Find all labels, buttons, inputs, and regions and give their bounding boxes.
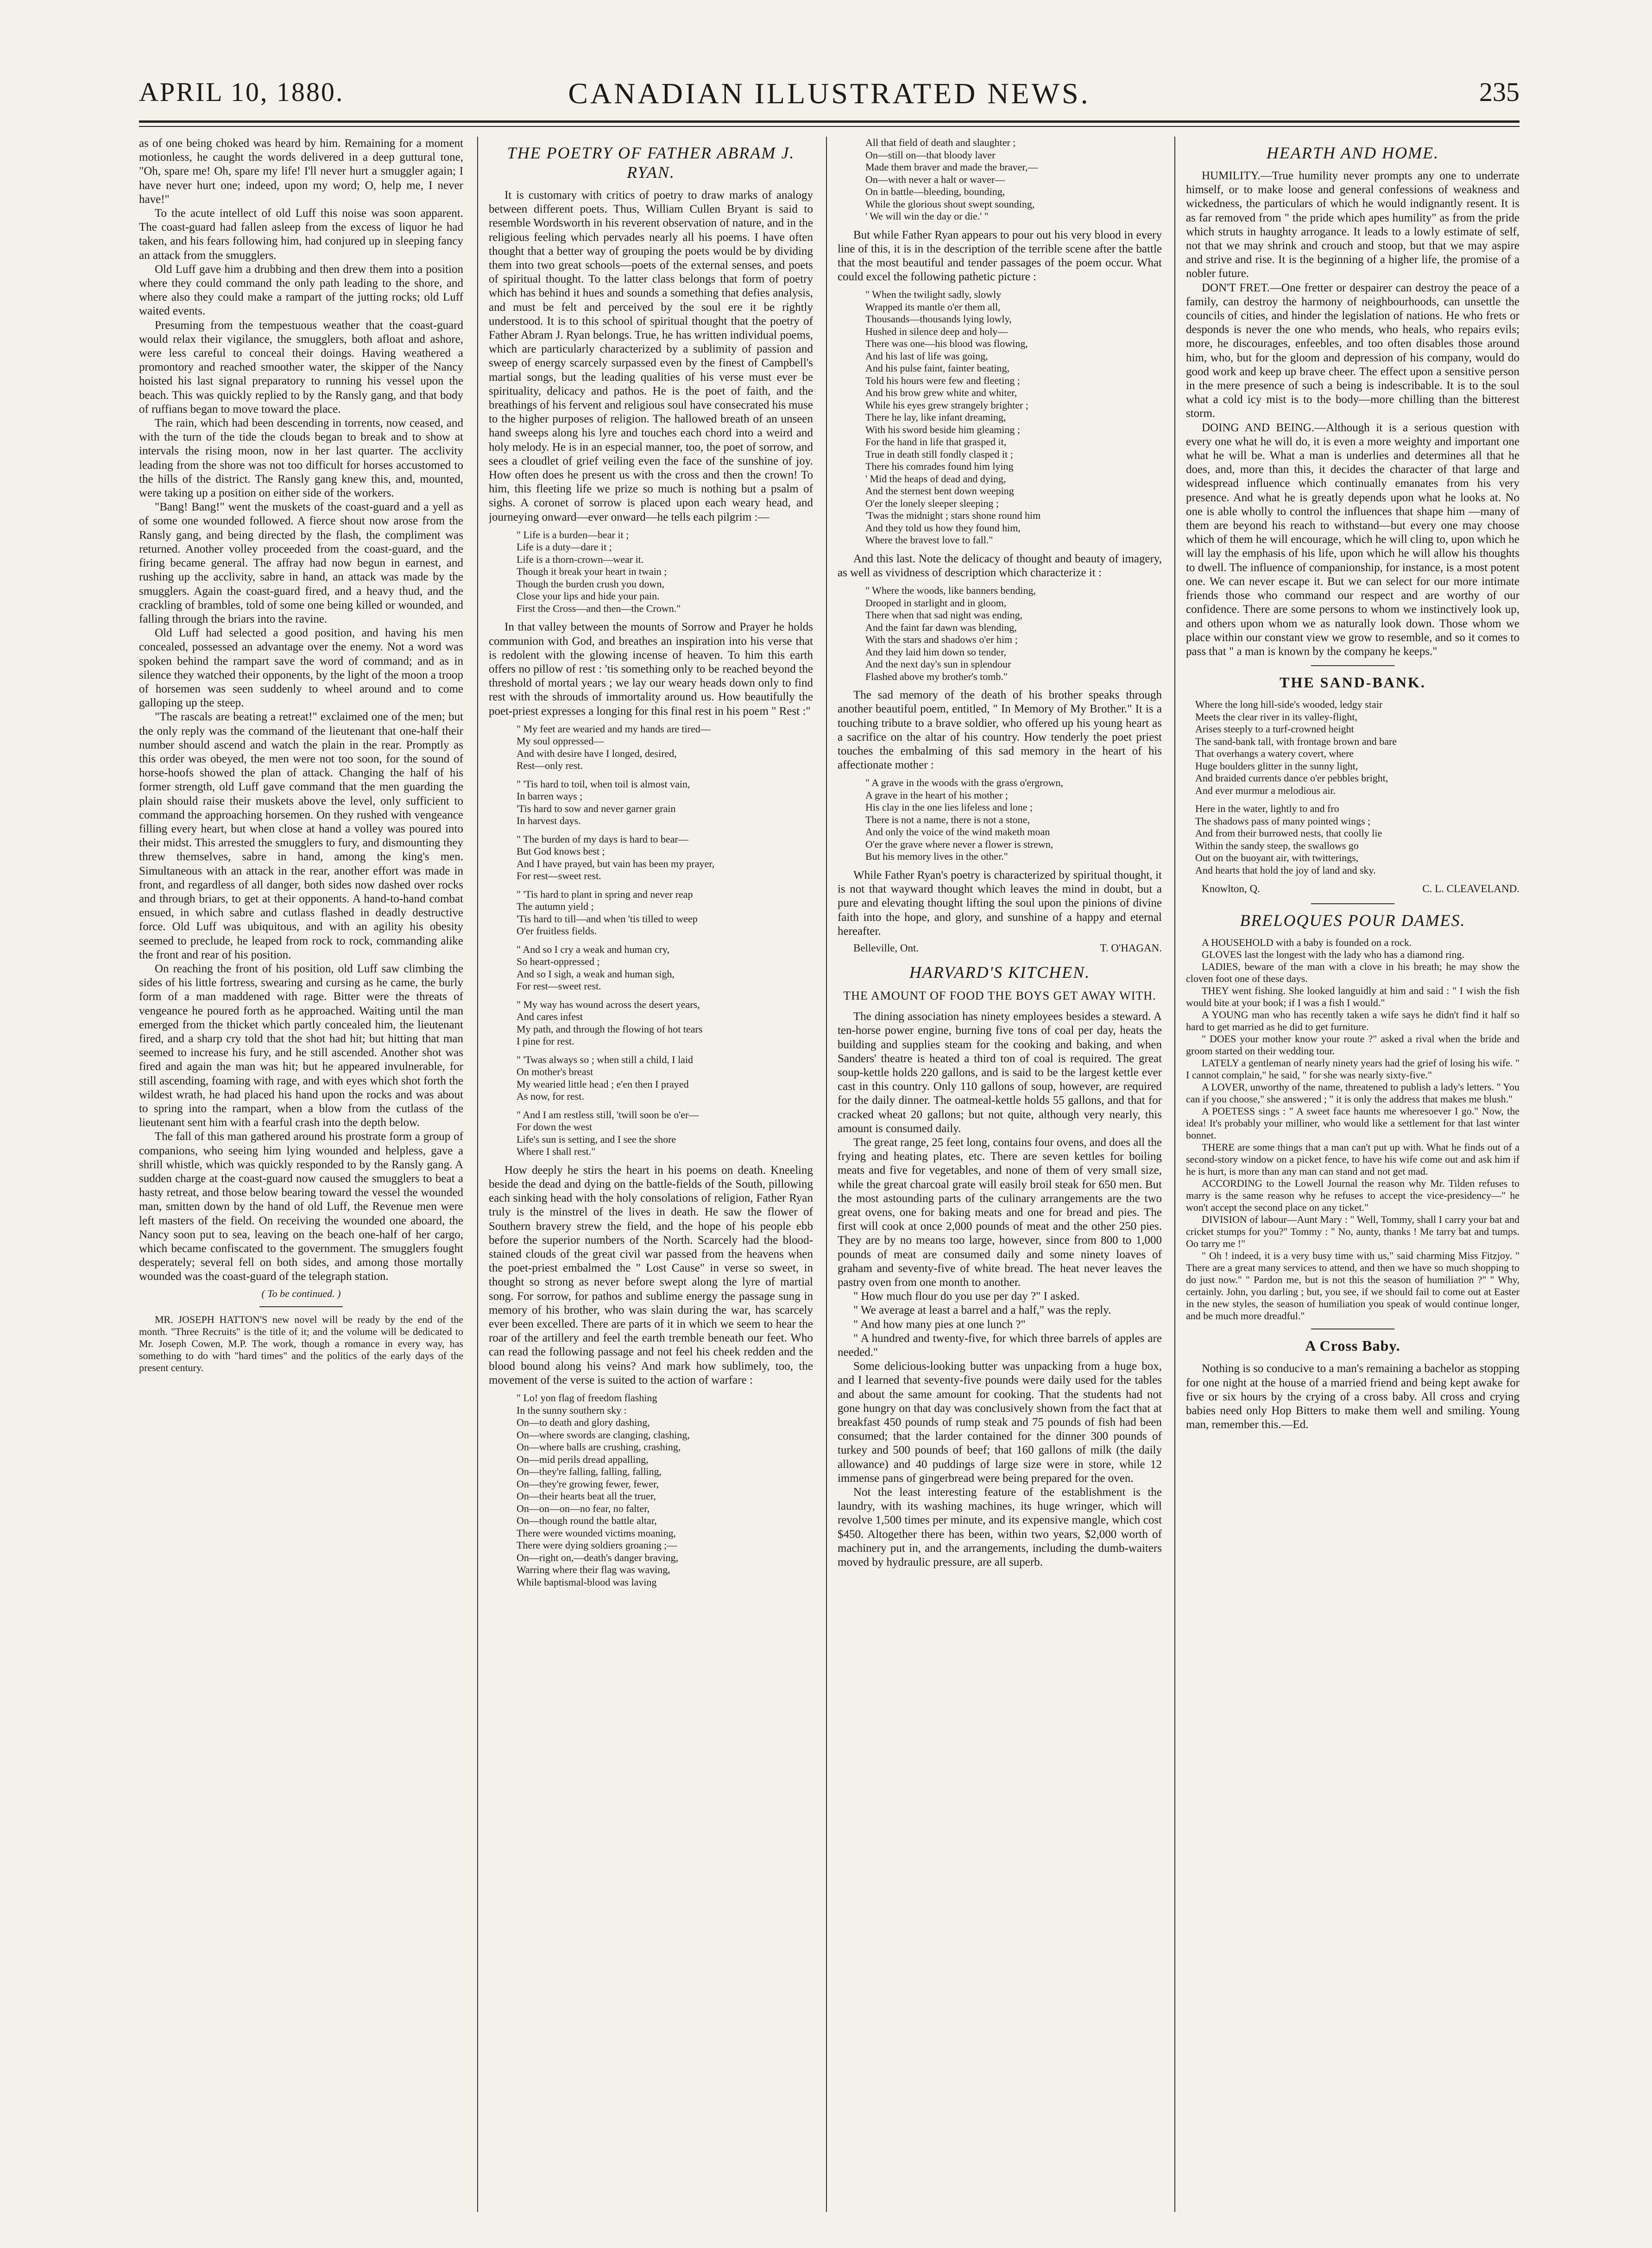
masthead-rule-thin <box>139 126 1520 127</box>
poem-line: Warring where their flag was waving, <box>517 1564 670 1576</box>
poem-line: Though the burden crush you down, <box>517 578 664 590</box>
masthead <box>139 76 1520 118</box>
newspaper-title: CANADIAN ILLUSTRATED NEWS. <box>568 77 1091 110</box>
poem-line: Life's sun is setting, and I see the shore <box>517 1133 676 1145</box>
poem-line: Out on the buoyant air, with twitterings, <box>1195 852 1359 864</box>
poem-line: While baptismal-blood was laving <box>517 1576 657 1588</box>
poem-line: And his last of life was going, <box>865 350 988 362</box>
breloque-item: THERE are some things that a man can't put up with. What he finds out of a second-story window on a picket fence, to have his wife come out and ask him if he is hurt, is more than any man can stand and not get mad. <box>1186 1141 1520 1178</box>
breloque-item: LATELY a gentleman of nearly ninety years had the grief of losing his wife. " I cannot complain," he said, " for she was nearly sixty-five." <box>1186 1057 1520 1081</box>
breloque-item: A YOUNG man who has recently taken a wife says he didn't find it half so hard to get married as he did to get furniture. <box>1186 1009 1520 1033</box>
issue-date: APRIL 10, 1880. <box>139 77 344 107</box>
poem-line: " 'Twas always so ; when still a child, I laid <box>517 1053 694 1065</box>
column-divider <box>477 137 478 2212</box>
story-paragraph: Presuming from the tempestuous weather that the coast-guard would relax their vigilance, the smugglers, both afloat and ashore, were less careful to conceal their doings. Having weathered a promontory and reached smoother water, the skipper of the Nancy hoisted his last signal preparatory to running his vessel upon the beach. This was quickly replied to by the Ransly gang, and that body of ruffians began to move toward the place. <box>139 319 463 416</box>
poem-line: While his eyes grew strangely brighter ; <box>865 399 1028 411</box>
poem-rest <box>517 723 813 1158</box>
poem-continued <box>865 137 1162 223</box>
poem-line: On—their hearts beat all the truer, <box>517 1490 656 1502</box>
poem-line <box>517 938 813 944</box>
article-subtitle-kitchen: THE AMOUNT OF FOOD THE BOYS GET AWAY WITH. <box>843 989 1156 1003</box>
column-divider <box>1174 137 1175 2212</box>
poem-signature <box>1202 882 1520 896</box>
poem-line: Here in the water, lightly to and fro <box>1195 803 1339 815</box>
poem-line: As now, for rest. <box>517 1090 584 1102</box>
breloque-item: THEY went fishing. She looked languidly at him and said : " I wish the fish would bite at your book; if I was a fish I would." <box>1186 985 1520 1009</box>
poem-line <box>517 1048 813 1054</box>
column-divider <box>826 137 827 2212</box>
hearth-paragraph: DON'T FRET.—One fretter or despairer can destroy the peace of a family, can destroy the harmony of neighbourhoods, can unsettle the councils of cities, and hinder the legislation of nations. He who frets or desponds is never the one who mends, who heals, who repairs evils; more, he discourages, enfeebles, and too often disables those around him, who, but for the gloom and depression of his company, would do good work and keep up brave cheer. The effect upon a sensitive person in the mere presence of such a being is indescribable. It is to the soul what a cold icy mist is to the body—more chilling than the bitterest storm. <box>1186 281 1520 420</box>
poem-line: Drooped in starlight and in gloom, <box>865 597 1007 609</box>
poem-line: " 'Tis hard to plant in spring and never reap <box>517 888 693 900</box>
poem-line: And from their burrowed nests, that coolly lie <box>1195 827 1382 839</box>
poem-line: " And so I cry a weak and human cry, <box>517 943 670 955</box>
signature-place: Knowlton, Q. <box>1202 883 1260 895</box>
poem-line: On mother's breast <box>517 1066 593 1078</box>
story-paragraph: To the acute intellect of old Luff this noise was soon apparent. The coast-guard had fallen asleep from the excess of liquor he had taken, and his fears following him, had conjured up in sleeping fancy an attack from the smugglers. <box>139 207 463 262</box>
poem-line: And ever murmur a melodious air. <box>1195 784 1336 796</box>
poem-woods <box>865 585 1162 683</box>
poem-line: Meets the clear river in its valley-flight, <box>1195 711 1358 723</box>
article-paragraph: But while Father Ryan appears to pour out his very blood in every line of this, it is in the description of the terrible scene after the battle that the most beautiful and tender passages of the poem occur. What could excel the following pathetic picture : <box>838 228 1162 283</box>
poem-line: 'Twas the midnight ; stars shone round him <box>865 510 1041 522</box>
breloque-item: A HOUSEHOLD with a baby is founded on a rock. <box>1202 937 1412 949</box>
poem-line: There when that sad night was ending, <box>865 609 1023 621</box>
poem-line: There his comrades found him lying <box>865 460 1014 472</box>
story-paragraph: On reaching the front of his position, old Luff saw climbing the sides of his little fortress, swearing and cursing as he came, the burly form of a man maddened with rage. Bitter were the threats of vengeance he poured forth as he approached. Waiting until the man emerged from the thicket which partly concealed him, the lieutenant fired, and a sharp cry told that the shot had hit; but hitting that man seemed to increase his fury, and he still ascended. Another shot was fired and again the man was hit; but he appeared invulnerable, for still ascending, foaming with rage, and with eyes which shot forth the wildest wrath, he had placed his hand upon the rocks and was about to spring into the rampart, when a blow from the cutlass of the lieutenant sent him with a fearful crash into the depth below. <box>139 962 463 1129</box>
poem-line: The autumn yield ; <box>517 900 594 913</box>
poem-line: The shadows pass of many pointed wings ; <box>1195 815 1371 827</box>
poem-line: And his brow grew white and whiter, <box>865 387 1017 399</box>
kitchen-paragraph: " And how many pies at one lunch ?" <box>853 1318 1026 1331</box>
section-title-hearth: HEARTH AND HOME. <box>1266 144 1439 162</box>
poem-line: There is not a name, there is not a stone, <box>865 813 1030 825</box>
article-paragraph: The sad memory of the death of his brother speaks through another beautiful poem, entitled, " In Memory of My Brother." It is a touching tribute to a brave soldier, who offered up his young heart as a sacrifice on the altar of his country. How tenderly the poet priest touches the embalming of this sad memory in the heart of his affectionate mother : <box>838 689 1162 772</box>
kitchen-paragraph: Not the least interesting feature of the establishment is the laundry, with its washing machines, its huge wringer, which will revolve 1,500 times per minute, and its expensive mangle, which cost $450. Altogether there has been, within two years, $2,000 worth of machinery put in, and the arrangements, including the dumb-waiters moved by hydraulic pressure, are all superb. <box>838 1486 1162 1569</box>
breloque-item: GLOVES last the longest with the lady who has a diamond ring. <box>1202 949 1465 961</box>
story-paragraph: The rain, which had been descending in torrents, now ceased, and with the turn of the tide the clouds began to break and to show at intervals the rising moon, now in her last quarter. The acclivity leading from the shore was not too difficult for horses accustomed to the hills of the district. The Ransly gang knew this, and, mounted, were taking up a position on either side of the workers. <box>139 417 463 500</box>
breloque-item: LADIES, beware of the man with a clove in his breath; he may show the cloven foot one of these days. <box>1186 961 1520 985</box>
poem-line: Made them braver and made the braver,— <box>865 161 1038 173</box>
ad-title-cross-baby: A Cross Baby. <box>1305 1337 1400 1354</box>
poem-line: There were wounded victims moaning, <box>517 1527 676 1539</box>
poem-line: On—though round the battle altar, <box>517 1515 657 1527</box>
separator <box>259 1306 343 1307</box>
poem-line: And so I sigh, a weak and human sigh, <box>517 968 675 980</box>
poem-line: There he lay, like infant dreaming, <box>865 411 1006 423</box>
story-paragraph: "The rascals are beating a retreat!" exclaimed one of the men; but the only reply was the command of the lieutenant that one-half their number should ascend and watch the plain in the rear. Promptly as this order was obeyed, the men were not too soon, for the sound of horse-hoofs showed the plan of attack. Changing the half of his former strength, old Luff gave command that the men guarding the plain should raise their muskets above the level, only sufficient to command the approaching horsemen. On they rushed with vengeance filling every heart, but when close at hand a volley was poured into their midst. This arrested the smugglers to fury, and dismounting they threw themselves, sabre in hand, among the king's men. Simultaneous with an attack in the rear, another effort was made in front, and regardless of all danger, both sides now dashed over rocks and through briars, to get at their opponents. A hand-to-hand combat ensued, in which sabre and cutlass flashed in deadly destructive force. Old Luff was ubiquitous, and with an agility his obesity seemed to preclude, he leaped from rock to rock, commanding alike the front and rear of his position. <box>139 711 463 961</box>
column-3 <box>838 137 1162 2217</box>
breloques-items <box>1186 937 1520 1322</box>
poem-line: And hearts that hold the joy of land and sky. <box>1195 864 1376 876</box>
poem-line: In barren ways ; <box>517 790 583 802</box>
breloque-item: ACCORDING to the Lowell Journal the reason why Mr. Tilden refuses to marry is the same reason why he refuses to accept the vice-presidency—" he won't accept the second place on any ticket." <box>1186 1178 1520 1214</box>
poem-line: And they told us how they found him, <box>865 522 1021 534</box>
kitchen-paragraph: The great range, 25 feet long, contains four ovens, and does all the frying and heating plates, etc. There are seven kettles for boiling meats and five for vegetables, and none of them of very small size, while the great charcoal grate will easily broil steak for 650 men. But the most astounding parts of the culinary arrangements are the two great ovens, one for baking meats and one for bread and pies. The first will cook at once 2,000 pounds of meat and the other 250 pies. They are by no means too large, however, since from 800 to 1,000 pounds of meat are consumed daily and some ninety loaves of graham and seventy-five of white bread. The heat never leaves the pastry oven from one month to another. <box>838 1136 1162 1289</box>
story-paragraph: as of one being choked was heard by him. Remaining for a moment motionless, he caught the words delivered in a deep guttural tone, "Oh, spare me! Oh, spare my life! I'll never hurt a smuggler again; I have never hurt one; indeed, upon my word; O, help me, I never have!" <box>139 137 463 206</box>
poem-line: On—with never a halt or waver— <box>865 173 1005 185</box>
poem-line: 'Tis hard to till—and when 'tis tilled to weep <box>517 913 698 925</box>
poem-line: Life is a thorn-crown—wear it. <box>517 553 644 565</box>
poem-twilight <box>865 289 1162 547</box>
poem-life <box>517 529 813 615</box>
poem-grave <box>865 777 1162 863</box>
poem-line: Flashed above my brother's tomb." <box>865 670 1008 682</box>
story-paragraph: The fall of this man gathered around his prostrate form a group of companions, who seeing him lying wounded and helpless, gave a shrill whistle, which was quickly responded to by the Ransly gang. A sudden charge at the coast-guard now caused the smugglers to beat a hasty retreat, and those below bearing toward the vessel the wounded man, smitten down by the hand of old Luff, the Revenue men were left masters of the field. On receiving the wounded one aboard, the Nancy soon put to sea, leaving on the beach one-half of her cargo, which became confiscated to the government. The smugglers fought desperately; several fell on both sides, and among those mortally wounded was the coast-guard of the telegraph station. <box>139 1130 463 1283</box>
kitchen-paragraph: The dining association has ninety employees besides a steward. A ten-horse power engine, burning five tons of coal per day, heats the building and supplies steam for the cooking and baking, and when Sanders' theatre is heated a third ton of coal is required. The great soup-kettle holds 220 gallons, and is said to be the largest kettle ever cast in this country. Only 110 gallons of soup, however, are required for the daily dinner. The oatmeal-kettle holds 55 gallons, and that for cracked wheat 20 gallons; but not quite, although very nearly, this amount is consumed daily. <box>838 1010 1162 1135</box>
poem-line: " 'Tis hard to toil, when toil is almost vain, <box>517 778 690 790</box>
article-paragraph: It is customary with critics of poetry to draw marks of analogy between different poets. Thus, William Cullen Bryant is said to resemble Wordsworth in his reverent observation of nature, and in the religious feeling which pervades nearly all his poems. I have often thought that a better way of grouping the poets would be by dividing them into two great schools—poets of the external senses, and poets of spiritual thought. To the latter class belongs that form of poetry which has behind it hues and sounds a something that defies analysis, and must be felt and perceived by the soul ere it be rightly understood. It is to this school of spiritual thought that the poetry of Father Abram J. Ryan belongs. True, he has written individual poems, which are particularly characterized by a sublimity of passion and sweep of energy scarcely surpassed even by the finest of Campbell's martial songs, but the leading qualities of his verse must ever be spirituality, delicacy and pathos. He is the poet of faith, and the breathings of his fervent and religious soul have consecrated his muse to the higher purposes of religion. The hallowed breath of an unseen hand sweeps along his lyre and touches each chord into a weird and holy melody. He is in an especial manner, too, the poet of sorrow, and sees a cloudlet of grief veiling even the face of the sunshine of joy. How often does he present us with the cross and then the crown! To him, this fleeting life we prize so much is nothing but a psalm of sighs. A coronet of sorrow is placed upon each weary head, and journeying onward—ever onward—he tells each pilgrim :— <box>489 189 813 523</box>
poem-line: O'er the grave where never a flower is strewn, <box>865 838 1053 850</box>
kitchen-paragraph: " We average at least a barrel and a half," was the reply. <box>853 1304 1111 1317</box>
poem-line: My path, and through the flowing of hot tears <box>517 1023 703 1035</box>
poem-line: Life is a duty—dare it ; <box>517 541 612 553</box>
poem-line: With the stars and shadows o'er him ; <box>865 634 1018 646</box>
column-1 <box>139 137 463 2217</box>
poem-line: " Lo! yon flag of freedom flashing <box>517 1392 657 1404</box>
poem-line: And the next day's sun in splendour <box>865 658 1011 670</box>
poem-line: " And I am restless still, 'twill soon be o'er— <box>517 1108 699 1121</box>
hearth-paragraph: DOING AND BEING.—Although it is a serious question with every one what he will do, it is even a more weighty and important one what he will be. What a man is underlies and determines all that he does, and, more than this, it decides the character of that large and widespread influence which continually emanates from his very presence. And what he is greatly depends upon what he looks at. No one is able wholly to control the influences that shape him —many of them are beyond his reach to withstand—but every one may choose which of them he will encourage, which he will cling to, upon which he will lay the emphasis of his life, upon which he will allow his thoughts to dwell. The influence of companionship, for instance, is a most potent one. We can never escape it. But we can select for our more intimate friends those who command our respect and are worthy of our confidence. There are some persons to whom we instinctively look up, and others upon whom we as naturally look down. Those whom we place within our constant view we grow to resemble, and so it comes to pass that " a man is known by the company he keeps." <box>1186 421 1520 658</box>
poem-line: And cares infest <box>517 1011 583 1023</box>
poem-line: All that field of death and slaughter ; <box>865 137 1016 148</box>
column-4 <box>1186 137 1520 2217</box>
poem-line: On—they're growing fewer, fewer, <box>517 1478 659 1490</box>
poem-line: Wrapped its mantle o'er them all, <box>865 301 1001 313</box>
poem-line: But his memory lives in the other." <box>865 850 1008 863</box>
poem-line <box>517 993 813 999</box>
signature-place: Belleville, Ont. <box>853 942 919 954</box>
poem-line: On—on—on—no fear, no falter, <box>517 1502 650 1514</box>
poem-line: On—they're falling, falling, falling, <box>517 1466 662 1478</box>
poem-line: ' We will win the day or die.' " <box>865 210 989 222</box>
poem-line <box>517 772 813 778</box>
poem-line: Rest—only rest. <box>517 760 583 772</box>
poem-line: O'er fruitless fields. <box>517 925 597 937</box>
poem-line: On—where swords are clanging, clashing, <box>517 1429 690 1441</box>
poem-line: In the sunny southern sky : <box>517 1404 627 1416</box>
article-paragraph: In that valley between the mounts of Sorrow and Prayer he holds communion with God, and breathes an inspiration into his verse that is redolent with the glowing incense of heaven. To him this earth offers no pillow of rest : 'tis something only to be reached beyond the threshold of mortal years ; we lay our weary heads down only to find rest with the shrouds of immortality around us. How beautifully the poet-priest expresses a longing for this final rest in his poem " Rest :" <box>489 621 813 718</box>
poem-line: There were dying soldiers groaning ;— <box>517 1539 677 1551</box>
poem-line: On—right on,—death's danger braving, <box>517 1551 679 1563</box>
poem-line: And only the voice of the wind maketh moan <box>865 826 1050 838</box>
breloque-item: A POETESS sings : " A sweet face haunts me wheresoever I go." Now, the idea! It's probably your milliner, who would like a settlement for that last winter bonnet. <box>1186 1105 1520 1141</box>
poem-line: Within the sandy steep, the swallows go <box>1195 839 1359 851</box>
poem-sandbank <box>1195 699 1520 876</box>
poem-line: " Where the woods, like banners bending, <box>865 585 1036 597</box>
poem-line: " A grave in the woods with the grass o'ergrown, <box>865 777 1063 789</box>
poem-line: His clay in the one lies lifeless and lone ; <box>865 801 1033 813</box>
kitchen-paragraph: Some delicious-looking butter was unpacking from a huge box, and I learned that seventy-five pounds were daily used for the tables and about the same amount for cooking. That the students had not gone hungry on that day was conclusively shown from the fact that at breakfast 450 pounds of rump steak and 75 pounds of fish had been consumed; that the larder contained for the dinner 300 pounds of turkey and 500 pounds of beef; that 160 gallons of milk (the daily allowance) and 40 puddings of large size were in store, while 12 immense pans of gingerbread were being prepared for the oven. <box>838 1360 1162 1485</box>
poem-line: I pine for rest. <box>517 1035 574 1047</box>
section-title-breloques: BRELOQUES POUR DAMES. <box>1240 911 1466 930</box>
kitchen-paragraph: " A hundred and twenty-five, for which three barrels of apples are needed." <box>838 1332 1162 1359</box>
poem-line: True in death still fondly clasped it ; <box>865 448 1013 460</box>
separator <box>1311 665 1394 666</box>
poem-line: Hushed in silence deep and holy— <box>865 325 1008 337</box>
author-signature <box>853 941 1162 955</box>
page-number: 235 <box>1479 77 1520 107</box>
signature-name: T. O'HAGAN. <box>1100 942 1162 954</box>
poem-line: And his pulse faint, fainter beating, <box>865 362 1009 374</box>
poem-line: On—mid perils dread appalling, <box>517 1453 649 1465</box>
poem-line: " My way has wound across the desert years, <box>517 998 700 1010</box>
poem-line: On—still on—that bloody laver <box>865 149 996 161</box>
poem-line: Where the bravest love to fall." <box>865 534 993 546</box>
poem-line: And the sternest bent down weeping <box>865 485 1014 497</box>
to-be-continued: ( To be continued. ) <box>261 1287 341 1299</box>
story-paragraph: Old Luff gave him a drubbing and then drew them into a position where they could command the only path leading to the shore, and where also they could make a rampart of the jutting rocks; old Luff waited events. <box>139 263 463 318</box>
poem-line: On—to death and glory dashing, <box>517 1417 650 1429</box>
poem-line: The sand-bank tall, with frontage brown and bare <box>1195 735 1397 747</box>
poem-line: Told his hours were few and fleeting ; <box>865 374 1020 386</box>
poem-line <box>1195 797 1520 803</box>
poem-line: A grave in the heart of his mother ; <box>865 789 1008 801</box>
breloque-item: DIVISION of labour—Aunt Mary : " Well, Tommy, shall I carry your bat and cricket stumps for you?" Tommy : " No, aunty, thanks ! Me tarry bat and tumps. Oo tarry me !" <box>1186 1214 1520 1250</box>
poem-line: And they laid him down so tender, <box>865 646 1007 658</box>
breloque-item: " Oh ! indeed, it is a very busy time with us," said charming Miss Fitzjoy. " There are a great many services to attend, and then we have so much shopping to do just now." " Pardon me, but is not this the season of humiliation ?" " Why, certainly. John, you darling ; but, you see, if we should fail to come out at Easter in the new styles, the season of humiliation you speak of would continue longer, and be much more dreadful." <box>1186 1250 1520 1322</box>
poem-line: Though it break your heart in twain ; <box>517 566 667 578</box>
poem-line: And with desire have I longed, desired, <box>517 747 677 759</box>
poem-line: Arises steeply to a turf-crowned height <box>1195 723 1354 735</box>
poem-line: My wearied little head ; e'en then I prayed <box>517 1078 689 1090</box>
poem-line <box>517 882 813 888</box>
poem-line: For down the west <box>517 1121 593 1133</box>
poem-line: And I have prayed, but vain has been my prayer, <box>517 857 715 869</box>
poem-line: Thousands—thousands lying lowly, <box>865 313 1012 325</box>
hatton-notice: MR. JOSEPH HATTON'S new novel will be ready by the end of the month. "Three Recruits" is the title of it; and the volume will be dedicated to Mr. Joseph Cowen, M.P. The work, though a romance in every way, has something to do with "hard times" and the politics of the early days of the present century. <box>139 1313 463 1373</box>
poem-line: Huge boulders glitter in the sunny light, <box>1195 760 1358 772</box>
poem-line: For rest—sweet rest. <box>517 980 601 992</box>
poem-line: On—where balls are crushing, crashing, <box>517 1441 681 1453</box>
poem-line: First the Cross—and then—the Crown." <box>517 602 681 614</box>
poem-flag <box>517 1392 813 1588</box>
kitchen-paragraph: " How much flour do you use per day ?" I asked. <box>853 1290 1080 1303</box>
poem-line: O'er the lonely sleeper sleeping ; <box>865 497 999 509</box>
poem-line: 'Tis hard to sow and never garner grain <box>517 802 676 814</box>
poem-line: And the faint far dawn was blending, <box>865 621 1017 633</box>
poem-line: So heart-oppressed ; <box>517 956 600 968</box>
poem-line <box>517 827 813 833</box>
hearth-paragraph: HUMILITY.—True humility never prompts any one to underrate himself, or to make loose and general confessions of weakness and wickedness, the particulars of which he would indignantly resent. It is as far removed from " the pride which apes humility" as from the pride which struts in haughty arrogance. It leads to a lowly estimate of self, not that we may shrink and crouch and stoop, but that we may aspire and strive and rise. It is the beginning of a higher life, the promise of a nobler future. <box>1186 170 1520 280</box>
poem-line <box>517 1103 813 1109</box>
poem-line: Close your lips and hide your pain. <box>517 590 660 602</box>
serial-story-text <box>139 137 463 1284</box>
poem-line: That overhangs a watery covert, where <box>1195 748 1354 760</box>
poem-line: In harvest days. <box>517 815 581 827</box>
article-paragraph: How deeply he stirs the heart in his poems on death. Kneeling beside the dead and dying on the battle-fields of the South, pillowing each sinking head with the holy consolations of religion, Father Ryan truly is the minstrel of the lives in death. He saw the flower of Southern bravery strew the field, and the hope of his people ebb before the superior numbers of the North. Scarcely had the blood-stained clouds of the great civil war passed from the heavens when the poet-priest embalmed the " Lost Cause" in verse so sweet, in thought so strong as never before swept along the lyre of martial song. For sorrow, for pathos and sublime energy the passage sung in memory of his brother, who was slain during the war, has scarcely ever been excelled. There are parts of it in which we seem to hear the roar of the artillery and feel the earth tremble beneath our feet. Who can read the following passage and not feel his cheek redden and the blood bound along his veins? And mark how sublimely, too, the movement of the verse is suited to the action of warfare : <box>489 1164 813 1386</box>
poem-line: With his sword beside him gleaming ; <box>865 423 1020 435</box>
article-title-ryan: THE POETRY OF FATHER ABRAM J. RYAN. <box>507 144 795 182</box>
article-title-kitchen: HARVARD'S KITCHEN. <box>909 963 1091 982</box>
breloque-item: A LOVER, unworthy of the name, threatened to publish a lady's letters. " You can if you choose," she answered ; " it is only the address that makes me blush." <box>1186 1081 1520 1105</box>
poem-line: There was one—his blood was flowing, <box>865 338 1028 350</box>
kitchen-article-text <box>838 1010 1162 1569</box>
article-paragraph: And this last. Note the delicacy of thought and beauty of imagery, as well as vividness of description which characterize it : <box>838 552 1162 579</box>
poem-line: Where I shall rest." <box>517 1146 596 1158</box>
poem-title-sandbank: THE SAND-BANK. <box>1280 674 1426 691</box>
poem-line: And braided currents dance o'er pebbles bright, <box>1195 772 1388 784</box>
poem-line: On in battle—bleeding, bounding, <box>865 186 1005 197</box>
poem-line: ' Mid the heaps of dead and dying, <box>865 472 1006 485</box>
poem-line: But God knows best ; <box>517 845 605 857</box>
signature-name: C. L. CLEAVELAND. <box>1422 883 1520 895</box>
poem-line: While the glorious shout swept sounding, <box>865 198 1035 210</box>
story-paragraph: Old Luff had selected a good position, and having his men concealed, possessed an advantage over the enemy. Not a word was spoken behind the rampart save the word of command; and as in silence they watched their opponents, by the light of the moon a troop of horsemen was seen suddenly to wheel around and to come galloping up the steep. <box>139 627 463 710</box>
poem-line: My soul oppressed— <box>517 735 604 747</box>
ad-cross-baby-text: Nothing is so conducive to a man's remaining a bachelor as stopping for one night at the house of a married friend and being kept awake for five or six hours by the crying of a cross baby. All cross and crying babies need only Hop Bitters to make them well and smiling. Young man, remember this.—Ed. <box>1186 1362 1520 1431</box>
masthead-rule <box>139 120 1520 123</box>
article-paragraph: While Father Ryan's poetry is characterized by spiritual thought, it is not that wayward thought which leaves the mind in doubt, but a pure and elevating thought lifting the soul upon the pinions of divine faith into the hope, and glory, and sunshine of a happy and eternal hereafter. <box>838 869 1162 938</box>
poem-line: " The burden of my days is hard to bear— <box>517 833 688 845</box>
separator <box>1311 903 1394 904</box>
poem-line: Where the long hill-side's wooded, ledgy stair <box>1195 699 1383 711</box>
poem-line: " My feet are wearied and my hands are tired— <box>517 723 711 735</box>
breloque-item: " DOES your mother know your route ?" asked a rival when the bride and groom started on their wedding tour. <box>1186 1033 1520 1057</box>
poem-line: " When the twilight sadly, slowly <box>865 289 1002 301</box>
poem-line: For the hand in life that grasped it, <box>865 436 1007 448</box>
poem-line: " Life is a burden—bear it ; <box>517 529 629 541</box>
column-2 <box>489 137 813 2217</box>
poem-line: For rest—sweet rest. <box>517 870 601 882</box>
story-paragraph: "Bang! Bang!" went the muskets of the coast-guard and a yell as of some one wounded followed. A fierce shout now arose from the Ransly gang, and being directed by the flash, the compliment was returned. Another volley proceeded from the coast-guard, and the firing became general. The affray had now begun in earnest, and rushing up the acclivity, sabre in hand, an attack was made by the smugglers. Again the coast-guard fired, and a heavy thud, and the crackling of brambles, told of some one being killed or wounded, and falling through the briars into the ravine. <box>139 501 463 625</box>
